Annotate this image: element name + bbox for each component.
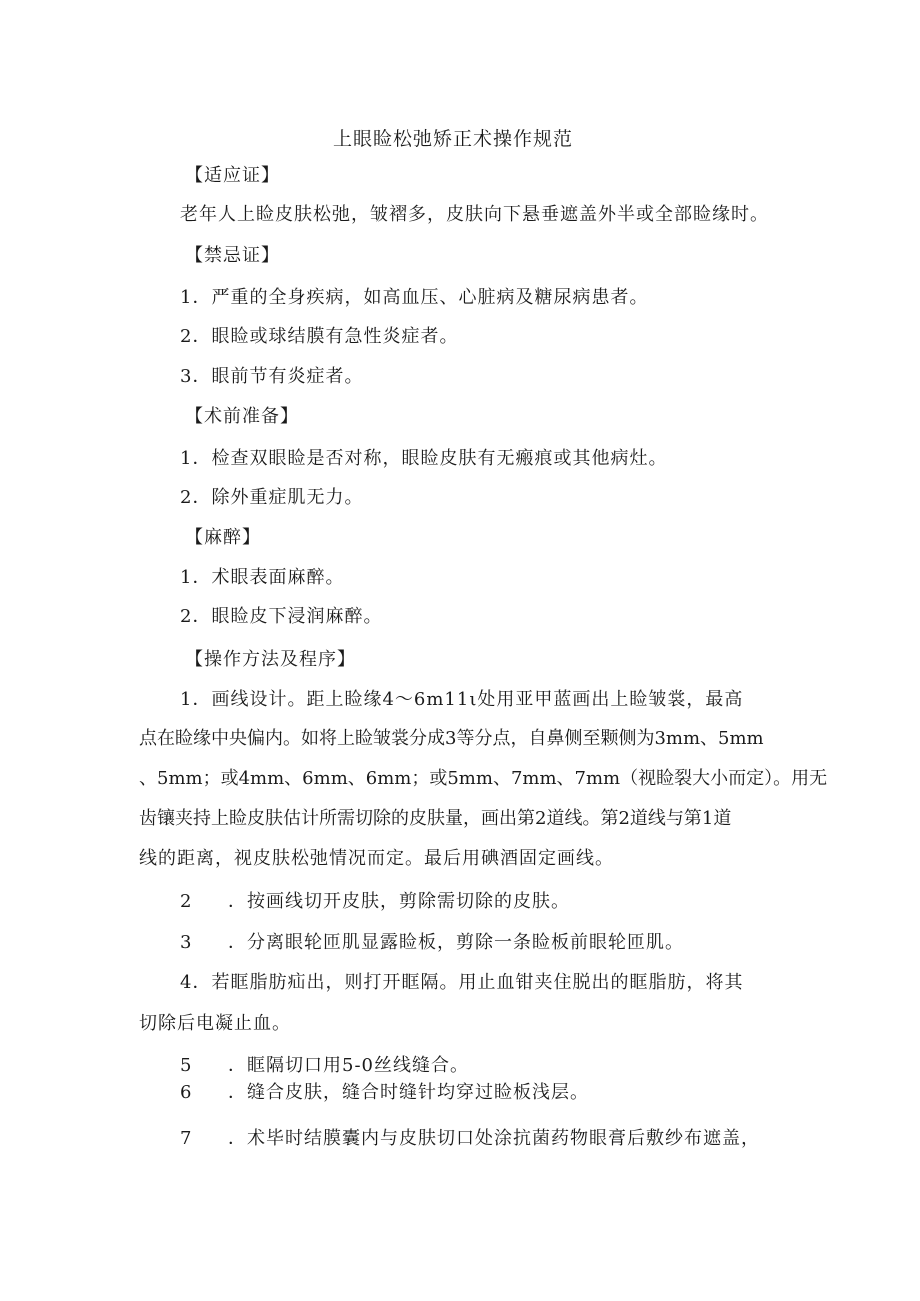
procedure-item-1-line-3: 、5mm；或4mm、6mm、6mm；或5mm、7mm、7mm（视睑裂大小而定）。用无	[139, 768, 828, 789]
anesthesia-item-2: 2．眼睑皮下浸润麻醉。	[180, 606, 383, 627]
procedure-item-7-text: ．术毕时结膜囊内与皮肤切口处涂抗菌药物眼膏后敷纱布遮盖，	[228, 1128, 760, 1149]
contraindication-item-3: 3．眼前节有炎症者。	[180, 366, 364, 387]
procedure-item-2	[180, 890, 570, 914]
procedure-item-3	[180, 931, 684, 955]
procedure-item-1-line-4: 齿镶夹持上睑皮肤估计所需切除的皮肤量，画出第2道线。第2道线与第1道	[139, 808, 732, 829]
procedure-item-7	[180, 1127, 760, 1151]
procedure-item-1-line-1: 1．画线设计。距上睑缘4～6m11ι处用亚甲蓝画出上睑皱裳，最高	[180, 689, 744, 710]
procedure-item-4-line-2: 切除后电凝止血。	[139, 1013, 291, 1034]
indications-heading: 【适应证】	[185, 165, 280, 186]
procedure-item-6	[180, 1081, 589, 1105]
procedure-item-6-text: ．缝合皮肤，缝合时缝针均穿过睑板浅层。	[228, 1082, 589, 1103]
contraindications-heading: 【禁忌证】	[185, 245, 280, 266]
procedure-item-1-line-5: 线的距离，视皮肤松弛情况而定。最后用碘酒固定画线。	[139, 848, 614, 869]
contraindication-item-2: 2．眼睑或球结膜有急性炎症者。	[180, 326, 459, 347]
preparation-item-1: 1．检查双眼睑是否对称，眼睑皮肤有无瘢痕或其他病灶。	[180, 448, 668, 469]
procedure-item-7-number: 7	[180, 1128, 193, 1149]
preparation-heading: 【术前准备】	[185, 406, 299, 427]
indications-text: 老年人上睑皮肤松弛，皱褶多，皮肤向下悬垂遮盖外半或全部睑缘时。	[180, 204, 769, 225]
anesthesia-heading: 【麻醉】	[185, 527, 261, 548]
procedure-item-5-text: ．眶隔切口用5-0丝线缝合。	[228, 1055, 469, 1076]
procedure-item-1-line-2: 点在睑缘中央偏内。如将上睑皱裳分成3等分点，自鼻侧至颗侧为3mm、5mm	[139, 728, 764, 749]
procedure-item-3-number: 3	[180, 932, 193, 953]
procedure-item-5-number: 5	[180, 1055, 193, 1076]
procedure-item-6-number: 6	[180, 1082, 193, 1103]
page-title: 上眼睑松弛矫正术操作规范	[333, 128, 574, 150]
anesthesia-item-1: 1．术眼表面麻醉。	[180, 567, 345, 588]
procedure-item-2-number: 2	[180, 891, 193, 912]
preparation-item-2: 2．除外重症肌无力。	[180, 487, 364, 508]
procedure-item-5	[180, 1054, 469, 1078]
procedure-item-3-text: ．分离眼轮匝肌显露睑板，剪除一条睑板前眼轮匝肌。	[228, 932, 684, 953]
procedure-heading: 【操作方法及程序】	[185, 649, 356, 670]
procedure-item-4-line-1: 4．若眶脂肪疝出，则打开眶隔。用止血钳夹住脱出的眶脂肪，将其	[180, 972, 744, 993]
procedure-item-2-text: ．按画线切开皮肤，剪除需切除的皮肤。	[228, 891, 570, 912]
contraindication-item-1: 1．严重的全身疾病，如高血压、心脏病及糖尿病患者。	[180, 287, 649, 308]
